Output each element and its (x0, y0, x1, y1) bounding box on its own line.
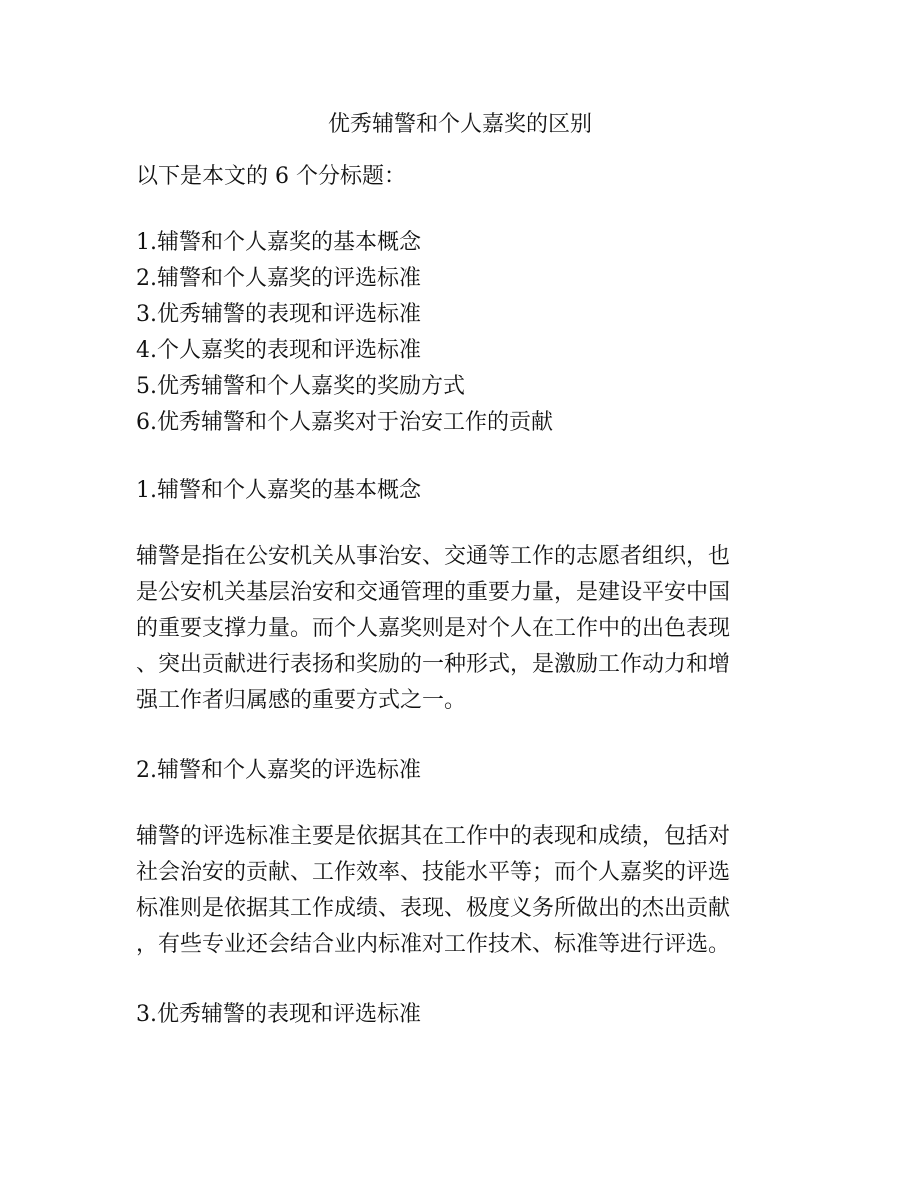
section-1-paragraph-line: 辅警是指在公安机关从事治安、交通等工作的志愿者组织，也 (136, 544, 731, 569)
intro-text: 以下是本文的 6 个分标题： (136, 164, 406, 189)
section-1-paragraph-line: 是公安机关基层治安和交通管理的重要力量，是建设平安中国 (136, 580, 731, 605)
section-2-paragraph-line: ，有些专业还会结合业内标准对工作技术、标准等进行评选。 (136, 932, 731, 957)
toc-item-6: 6.优秀辅警和个人嘉奖对于治安工作的贡献 (136, 410, 553, 435)
toc-item-2: 2.辅警和个人嘉奖的评选标准 (136, 266, 421, 291)
section-1-paragraph-line: 强工作者归属感的重要方式之一。 (136, 688, 467, 713)
section-2-heading: 2.辅警和个人嘉奖的评选标准 (136, 758, 421, 783)
toc-item-4: 4.个人嘉奖的表现和评选标准 (136, 338, 421, 363)
section-2-paragraph-line: 社会治安的贡献、工作效率、技能水平等；而个人嘉奖的评选 (136, 860, 731, 885)
section-2-paragraph-line: 辅警的评选标准主要是依据其在工作中的表现和成绩，包括对 (136, 824, 731, 849)
section-1-paragraph-line: 、突出贡献进行表扬和奖励的一种形式，是激励工作动力和增 (136, 652, 731, 677)
toc-item-3: 3.优秀辅警的表现和评选标准 (136, 302, 421, 327)
section-1-heading: 1.辅警和个人嘉奖的基本概念 (136, 478, 421, 503)
section-1-paragraph-line: 的重要支撑力量。而个人嘉奖则是对个人在工作中的出色表现 (136, 616, 731, 641)
toc-item-5: 5.优秀辅警和个人嘉奖的奖励方式 (136, 374, 465, 399)
section-2-paragraph-line: 标准则是依据其工作成绩、表现、极度义务所做出的杰出贡献 (136, 896, 731, 921)
section-3-heading: 3.优秀辅警的表现和评选标准 (136, 1002, 421, 1027)
document-title: 优秀辅警和个人嘉奖的区别 (327, 112, 592, 137)
toc-item-1: 1.辅警和个人嘉奖的基本概念 (136, 230, 421, 255)
